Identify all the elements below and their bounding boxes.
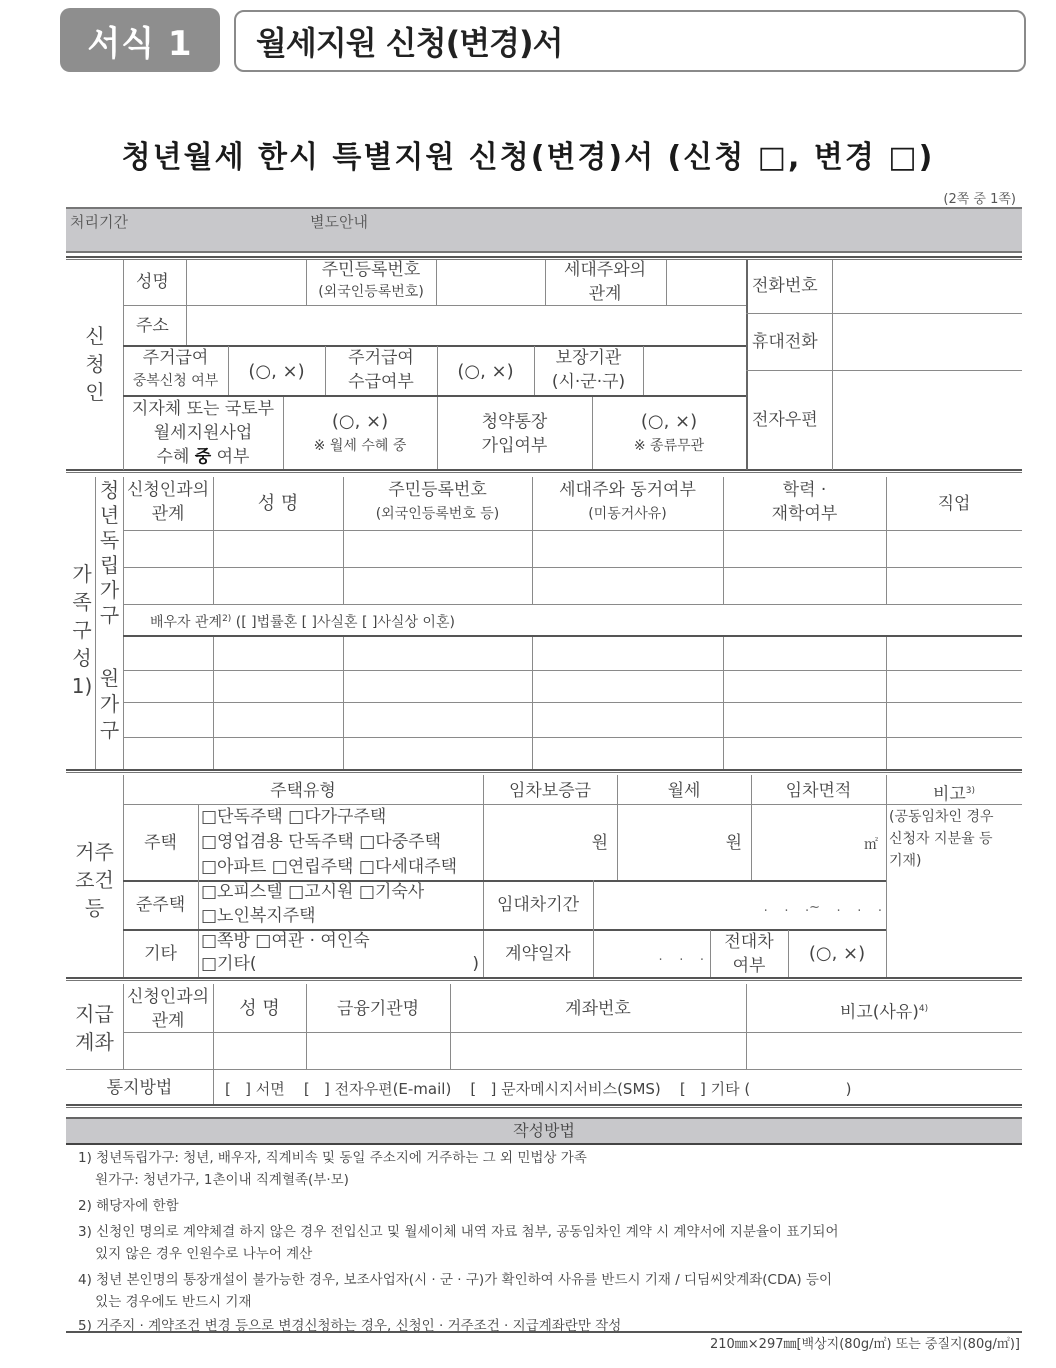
applicant-rrn-field[interactable]: [437, 261, 544, 304]
form-number-badge: 서식 1: [60, 8, 220, 72]
col-rent: 월세: [667, 781, 701, 801]
divider: [66, 1104, 1022, 1108]
document-title: 월세지원 신청(변경)서: [234, 10, 1026, 72]
account-bank-field[interactable]: [307, 1034, 449, 1068]
dup-benefit-label: 주거급여 중복신청 여부: [132, 348, 219, 389]
col-name: 성 명: [257, 493, 299, 514]
divider: [66, 1069, 1022, 1070]
account-col-remark: 비고(사유)$^{4)}$: [839, 1002, 929, 1023]
account-section-label: 지급 계좌: [75, 1002, 114, 1054]
family-independent-row-2[interactable]: [124, 568, 1022, 604]
family-origin-row-2[interactable]: [124, 671, 1022, 702]
divider: [66, 769, 1022, 773]
account-relation-field[interactable]: [124, 1034, 212, 1068]
sublease-choice[interactable]: (○, ×): [808, 943, 866, 964]
lease-period-field[interactable]: . . .~ . . .: [763, 900, 882, 915]
email-field[interactable]: [834, 372, 1021, 468]
contract-date-field[interactable]: . . .: [658, 949, 704, 964]
account-remark-field[interactable]: [747, 1034, 1022, 1068]
account-col-name: 성 명: [239, 998, 280, 1019]
col-cohabit: 세대주와 동거여부 (미동거사유): [559, 480, 696, 522]
receive-benefit-label: 주거급여 수급여부: [348, 348, 414, 392]
page-indicator: (2쪽 중 1쪽): [943, 192, 1016, 207]
account-col-bank: 금융기관명: [336, 999, 420, 1019]
col-deposit: 임차보증금: [508, 781, 592, 801]
divider: [746, 313, 1022, 314]
divider: [66, 256, 1022, 260]
area-field[interactable]: ㎡: [864, 837, 878, 853]
col-job: 직업: [937, 494, 971, 514]
receive-benefit-choice[interactable]: (○, ×): [457, 361, 514, 382]
house-label: 주택: [144, 833, 177, 853]
family-origin-row-1[interactable]: [124, 637, 1022, 670]
address-label: 주소: [136, 316, 169, 336]
col-housing-type: 주택유형: [270, 781, 336, 801]
name-label: 성명: [136, 272, 169, 292]
phone-label: 전화번호: [752, 276, 818, 296]
col-education: 학력 · 재학여부: [771, 480, 838, 524]
account-name-field[interactable]: [214, 1034, 305, 1068]
agency-label: 보장기관 (시·군·구): [551, 348, 626, 392]
col-area: 임차면적: [785, 781, 852, 801]
household-relation-field[interactable]: [667, 261, 745, 304]
rent-field[interactable]: 원: [725, 833, 742, 853]
deposit-field[interactable]: 원: [591, 833, 608, 853]
family-section-label: 가 족 구 성 1): [71, 562, 93, 698]
housing-section-label: 거주 조건 등: [75, 840, 114, 920]
other-house-options[interactable]: □쪽방 □여관 · 여인숙 □기타( ): [201, 931, 479, 974]
mobile-field[interactable]: [834, 315, 1021, 369]
processing-period-value: 별도안내: [310, 213, 368, 231]
form-title: 청년월세 한시 특별지원 신청(변경)서 (신청 □, 변경 □): [121, 140, 935, 175]
divider: [66, 469, 1022, 473]
instructions-list: 1) 청년독립가구: 청년, 배우자, 직계비속 및 동일 주소지에 거주하는 그 외 민법상 가족 원가구: 청년가구, 1촌이내 직계혈족(부·모) 2) 해당자에 한함 3) 신청인 명의로 계약체결 하지 않은 경우 전입신고 및 월세이체 내역 자료 첨부, 공동임차인 계약 시 계약서에 지분율이 표기되어 있지 않은 경우 인원수로 나누어 계산 4) 청년 본인명의 통장개설이 불가능한 경우, 보조사업자(시 · 군 · 구)가 확인하여 사유를 반드시 기재 / 디딤씨앗계좌(CDA) 등이 있는 경우에도 반드시 기재 5) 거주지 · 계약조건 변경 등으로 변경신청하는 경우, 신청인 · 거주조건 · 지급계좌란만 작성: [78, 1150, 839, 1334]
divider: [198, 805, 199, 977]
col-relation: 신청인과의 관계: [126, 480, 210, 524]
account-col-number: 계좌번호: [565, 999, 631, 1019]
quasi-house-options[interactable]: □오피스텔 □고시원 □기숙사 □노인복지주택: [201, 882, 425, 926]
independent-household-label: 청 년 독 립 가 구: [99, 478, 120, 627]
address-field[interactable]: [187, 307, 745, 344]
spouse-relation-line[interactable]: 배우자 관계$^{2)}$ ([ ]법률혼 [ ]사실혼 [ ]사실상 이혼): [150, 614, 455, 631]
col-rrn: 주민등록번호 (외국인등록번호 등): [375, 480, 500, 522]
subscription-choice[interactable]: (○, ×) ※ 종류무관: [633, 411, 705, 454]
mobile-label: 휴대전화: [752, 332, 818, 352]
processing-period-bar: [66, 207, 1022, 253]
divider: [593, 880, 594, 977]
contract-date-label: 계약일자: [505, 944, 571, 964]
phone-field[interactable]: [834, 261, 1021, 312]
origin-household-label: 원 가 구: [99, 666, 120, 742]
household-relation-label: 세대주와의 관계: [563, 260, 647, 304]
lease-period-label: 임대차기간: [496, 895, 580, 915]
divider: [746, 260, 748, 470]
local-support-choice[interactable]: (○, ×) ※ 월세 수혜 중: [313, 411, 407, 454]
notification-label: 통지방법: [106, 1078, 173, 1098]
remark-note: (공동임차인 경우 신청자 지분율 등 기재): [889, 809, 994, 869]
divider: [123, 1032, 1022, 1033]
dup-benefit-choice[interactable]: (○, ×): [248, 361, 305, 382]
applicant-section-label: 신청인: [85, 324, 105, 404]
email-label: 전자우편: [752, 410, 818, 430]
processing-period-label: 처리기간: [70, 213, 128, 231]
applicant-name-field[interactable]: [187, 261, 305, 304]
divider: [746, 370, 1022, 371]
rrn-label: 주민등록번호 (외국인등록번호): [318, 260, 424, 300]
divider: [66, 977, 1022, 981]
divider: [66, 1331, 1022, 1333]
account-col-relation: 신청인과의 관계: [126, 987, 210, 1031]
col-remark: 비고$^{3)}$: [932, 784, 976, 805]
agency-field[interactable]: [644, 347, 745, 394]
family-origin-row-4[interactable]: [124, 738, 1022, 769]
family-independent-row-1[interactable]: [124, 531, 1022, 567]
subscription-label: 청약통장 가입여부: [481, 412, 548, 456]
sublease-label: 전대차 여부: [724, 932, 774, 976]
divider: [123, 604, 1022, 605]
notification-options[interactable]: [ ] 서면 [ ] 전자우편(E-mail) [ ] 문자메시지서비스(SMS) [ ] 기타 ( ): [225, 1080, 852, 1098]
family-origin-row-3[interactable]: [124, 703, 1022, 737]
house-type-options[interactable]: □단독주택 □다가구주택 □영업겸용 단독주택 □다중주택 □아파트 □연립주택 □다세대주택: [201, 807, 458, 877]
quasi-house-label: 준주택: [135, 895, 186, 915]
paper-spec: 210㎜×297㎜[백상지(80g/㎡) 또는 중질지(80g/㎡)]: [709, 1337, 1020, 1352]
account-number-field[interactable]: [451, 1034, 745, 1068]
divider: [832, 260, 833, 470]
local-support-label: 지자체 또는 국토부 월세지원사업 수혜 중 여부: [131, 399, 275, 467]
other-house-label: 기타: [144, 944, 177, 964]
instructions-title: 작성방법: [513, 1121, 575, 1140]
